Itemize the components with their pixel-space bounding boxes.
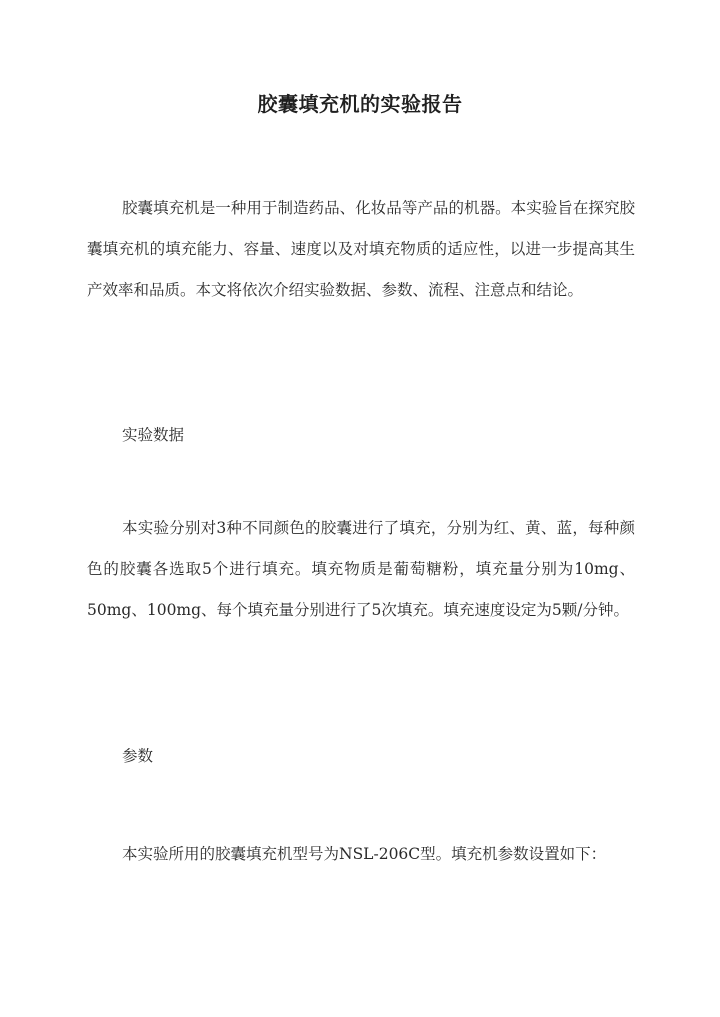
parameters-paragraph: 本实验所用的胶囊填充机型号为NSL-206C型。填充机参数设置如下： [122,845,607,863]
intro-paragraph: 胶囊填充机是一种用于制造药品、化妆品等产品的机器。本实验旨在探究胶囊填充机的填充能力、容量、速度以及对填充物质的适应性，以进一步提高其生产效率和品质。本文将依次介绍实验数据、参数、流程、注意点和结论。 [87,199,635,299]
experiment-data-paragraph: 本实验分别对3种不同颜色的胶囊进行了填充，分别为红、黄、蓝，每种颜色的胶囊各选取5个进行填充。填充物质是葡萄糖粉，填充量分别为10mg、50mg、100mg、每个填充量分别进行了5次填充。填充速度设定为5颗/分钟。 [87,519,635,619]
document-title: 胶囊填充机的实验报告 [257,92,463,116]
section-heading-parameters: 参数 [122,747,154,765]
section-heading-experiment-data: 实验数据 [122,426,185,444]
